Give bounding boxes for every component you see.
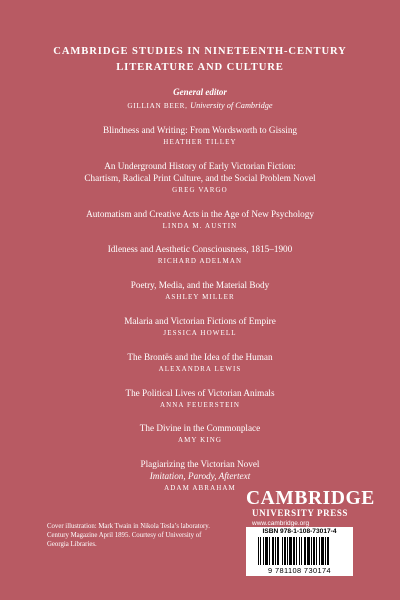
- barcode-bar: [269, 537, 270, 565]
- barcode-bar: [284, 537, 286, 565]
- general-editor-name: [0, 100, 400, 112]
- barcode-bar: [282, 537, 283, 565]
- book-entry: [0, 422, 400, 446]
- series-title-line-2: LITERATURE AND CULTURE: [116, 62, 284, 73]
- cover-credit-line-3: Georgia Libraries.: [47, 540, 97, 548]
- barcode-bar: [313, 537, 315, 565]
- isbn-text: ISBN 978-1-108-73017-4: [262, 528, 337, 535]
- barcode-bar: [265, 537, 268, 565]
- publisher-press: UNIVERSITY PRESS: [252, 508, 349, 518]
- book-title: Plagiarizing the Victorian Novel: [140, 459, 260, 470]
- barcode-bar: [289, 537, 292, 565]
- book-title: Automatism and Creative Acts in the Age of New Psychology: [86, 208, 314, 219]
- barcode-bar: [319, 537, 320, 565]
- barcode-bar: [260, 537, 261, 565]
- book-entry: [0, 279, 400, 303]
- editor-name-text: GILLIAN BEER,: [127, 102, 188, 110]
- barcode-bar: [258, 537, 259, 565]
- barcode-bar: [321, 537, 324, 565]
- book-subtitle: Imitation, Parody, Aftertext: [149, 471, 251, 482]
- book-title: The Brontës and the Idea of the Human: [127, 351, 273, 362]
- book-title: Malaria and Victorian Fictions of Empire: [124, 315, 276, 326]
- book-author: ADAM ABRAHAM: [164, 484, 236, 493]
- barcode-bar: [293, 537, 295, 565]
- book-entry: [0, 315, 400, 339]
- book-entry: [0, 124, 400, 148]
- book-author: HEATHER TILLEY: [163, 138, 237, 146]
- barcode-digits: 9 781108 730174: [268, 566, 331, 575]
- publisher-name: CAMBRIDGE: [246, 488, 375, 509]
- publisher-logo: [246, 490, 375, 528]
- book-author: LINDA M. AUSTIN: [162, 221, 238, 230]
- book-title: Blindness and Writing: From Wordsworth to Gissing: [102, 125, 298, 135]
- book-author: ALEXANDRA LEWIS: [158, 364, 242, 373]
- isbn-barcode: [246, 527, 353, 576]
- cover-credit-line-1: Cover illustration: Mark Twain in Nikola Tesla’s laboratory.: [47, 523, 210, 530]
- publisher-url: www.cambridge.org: [252, 520, 310, 527]
- book-author: GREG VARGO: [172, 185, 228, 194]
- book-author: ANNA FEUERSTEIN: [159, 400, 241, 409]
- book-title: Idleness and Aesthetic Consciousness, 1815–1900: [107, 244, 293, 255]
- book-entry: [0, 160, 400, 196]
- book-author: AMY KING: [177, 436, 223, 445]
- series-title-line-1: CAMBRIDGE STUDIES IN NINETEENTH-CENTURY: [53, 46, 347, 57]
- book-title: The Divine in the Commonplace: [139, 423, 261, 434]
- book-title: Chartism, Radical Print Culture, and the Social Problem Novel: [84, 172, 316, 183]
- book-list: [0, 124, 400, 509]
- general-editor-label: General editor: [173, 87, 227, 97]
- barcode-bar: [301, 537, 302, 565]
- barcode-bar: [275, 537, 276, 565]
- series-title: [0, 44, 400, 76]
- barcode-bar: [263, 537, 264, 565]
- book-author: ASHLEY MILLER: [165, 293, 235, 302]
- barcode-bar: [325, 537, 326, 565]
- book-author: JESSICA HOWELL: [163, 328, 237, 337]
- book-title: An Underground History of Early Victorian Fiction:: [104, 160, 296, 171]
- barcode-bar: [327, 537, 329, 565]
- book-author: RICHARD ADELMAN: [157, 257, 243, 266]
- barcode-bar: [287, 537, 288, 565]
- book-entry: [0, 351, 400, 375]
- cover-credit: [47, 523, 237, 550]
- barcode-bar: [277, 537, 279, 565]
- barcode-bar: [311, 537, 312, 565]
- book-entry: [0, 208, 400, 232]
- cover-credit-line-2: Century Magazine April 1895. Courtesy of University of: [47, 531, 202, 539]
- barcode-bar: [299, 537, 300, 565]
- barcode-bar: [307, 537, 310, 565]
- barcode-bars: [258, 537, 347, 565]
- editor-affiliation: University of Cambridge: [190, 101, 273, 110]
- barcode-bar: [304, 537, 306, 565]
- book-title: Poetry, Media, and the Material Body: [130, 280, 270, 291]
- general-editor: [0, 86, 400, 112]
- book-title: The Political Lives of Victorian Animals: [125, 387, 275, 398]
- book-entry: [0, 387, 400, 411]
- barcode-bar: [272, 537, 274, 565]
- barcode-bar: [316, 537, 317, 565]
- barcode-bar: [296, 537, 297, 565]
- book-entry: [0, 243, 400, 267]
